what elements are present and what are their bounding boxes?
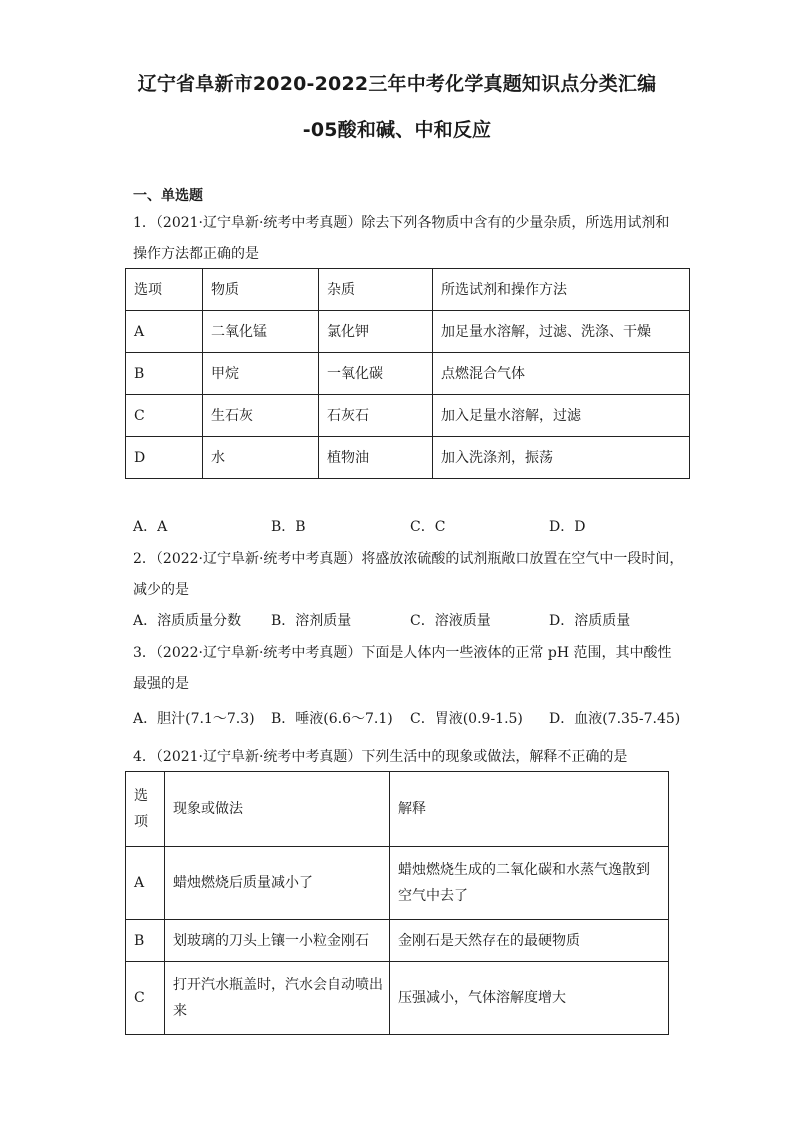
question-4-table [125,771,669,1035]
table-row [126,311,690,353]
question-3-option-b: B．唾液(6.6～7.1) [271,711,393,727]
question-1-option-b: B．B [271,519,306,535]
table-header-cell: 所选试剂和操作方法 [433,269,690,311]
table-cell [390,847,669,920]
table-cell: D [126,437,203,479]
table-cell: 水 [203,437,319,479]
table-cell: B [126,353,203,395]
table-header-row [126,269,690,311]
document-title-line2: -05酸和碱、中和反应 [302,119,492,141]
table-row [126,437,690,479]
question-3-option-c: C．胃液(0.9-1.5) [410,711,523,727]
table-cell: 加入洗涤剂，振荡 [433,437,690,479]
question-1-text-line2: 操作方法都正确的是 [133,246,259,262]
table-cell: 甲烷 [203,353,319,395]
question-1-option-a: A．A [133,519,168,535]
table-cell: A [126,847,165,920]
table-row [126,395,690,437]
table-cell: 压强减小，气体溶解度增大 [390,962,669,1035]
table-cell: 植物油 [319,437,433,479]
question-1-text-line1: 1．（2021·辽宁阜新·统考中考真题）除去下列各物质中含有的少量杂质，所选用试剂和 [133,215,670,231]
table-cell: 划玻璃的刀头上镶一小粒金刚石 [165,920,390,962]
table-header-row [126,772,669,847]
table-cell: C [126,962,165,1035]
table-header-cell: 物质 [203,269,319,311]
table-cell: B [126,920,165,962]
table-cell: 氯化钾 [319,311,433,353]
cell-line: 空气中去了 [398,888,468,904]
table-cell: 加足量水溶解，过滤、洗涤、干燥 [433,311,690,353]
table-header-cell: 解释 [390,772,669,847]
table-cell: 蜡烛燃烧后质量减小了 [165,847,390,920]
question-1-table [125,268,690,479]
table-row [126,353,690,395]
question-3-text-line1: 3．（2022·辽宁阜新·统考中考真题）下面是人体内一些液体的正常 pH 范围，其中酸性 [133,645,672,661]
cell-line: 打开汽水瓶盖时，汽水会自动喷出 [173,977,383,993]
table-cell: 生石灰 [203,395,319,437]
table-cell: 二氧化锰 [203,311,319,353]
table-header-cell: 选项 [126,269,203,311]
cell-line: 来 [173,1003,187,1019]
table-cell: 一氧化碳 [319,353,433,395]
question-2-option-c: C．溶液质量 [410,613,491,629]
question-2-option-a: A．溶质质量分数 [133,613,242,629]
table-cell: 石灰石 [319,395,433,437]
question-3-text-line2: 最强的是 [133,676,189,692]
question-2-text-line2: 减少的是 [133,582,189,598]
question-2-option-d: D．溶质质量 [549,613,631,629]
table-header-cell: 现象或做法 [165,772,390,847]
question-3-option-a: A．胆汁(7.1～7.3) [133,711,255,727]
table-row [126,920,669,962]
question-1-option-c: C．C [410,519,446,535]
header-line: 选 [134,788,148,804]
table-header-cell [126,772,165,847]
table-cell: 金刚石是天然存在的最硬物质 [390,920,669,962]
cell-line: 蜡烛燃烧生成的二氧化碳和水蒸气逸散到 [398,862,650,878]
table-cell: 点燃混合气体 [433,353,690,395]
question-3-option-d: D．血液(7.35-7.45) [549,711,681,727]
table-cell: A [126,311,203,353]
question-4-text-line1: 4．（2021·辽宁阜新·统考中考真题）下列生活中的现象或做法，解释不正确的是 [133,749,628,765]
table-cell: C [126,395,203,437]
question-1-option-d: D．D [549,519,586,535]
table-header-cell: 杂质 [319,269,433,311]
table-cell: 加入足量水溶解，过滤 [433,395,690,437]
section-heading: 一、单选题 [133,188,203,204]
table-cell [165,962,390,1035]
table-row [126,847,669,920]
question-2-text-line1: 2．（2022·辽宁阜新·统考中考真题）将盛放浓硫酸的试剂瓶敞口放置在空气中一段时间， [133,551,684,567]
table-row [126,962,669,1035]
question-2-option-b: B．溶剂质量 [271,613,352,629]
header-line: 项 [134,814,148,830]
document-title-line1: 辽宁省阜新市2020-2022三年中考化学真题知识点分类汇编 [137,73,657,95]
